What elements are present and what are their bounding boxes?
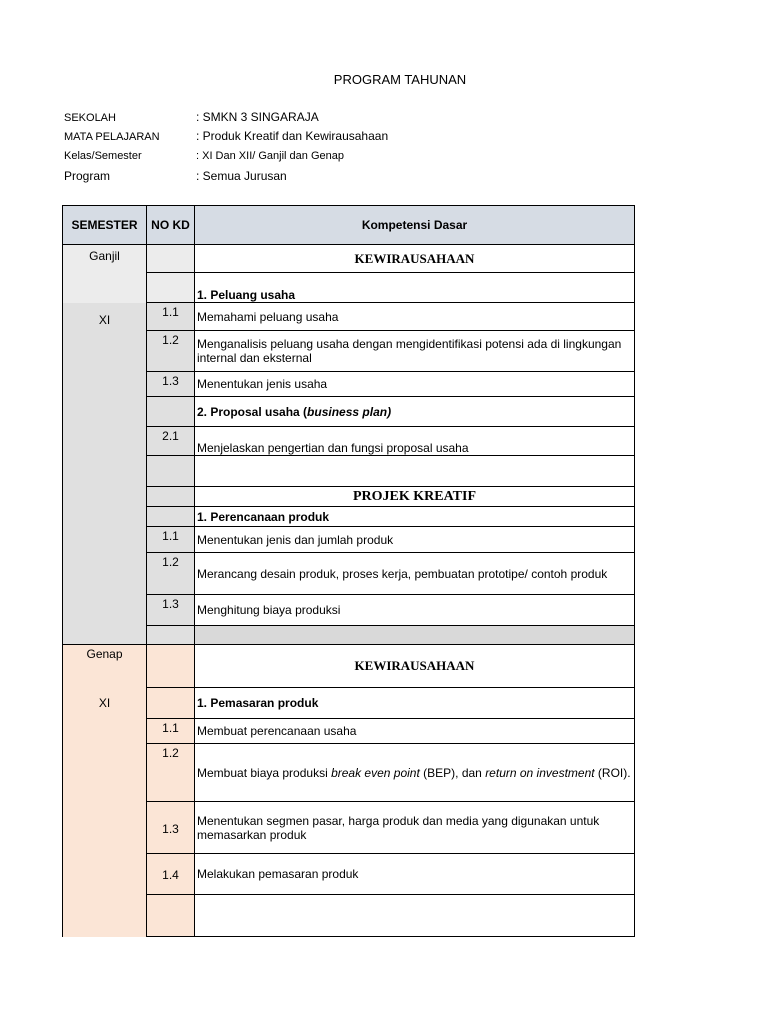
kd-cell: Memahami peluang usaha: [195, 303, 635, 331]
semester-cell: [63, 456, 147, 487]
topic-cell: [195, 397, 635, 427]
topic-text-italic: business plan): [307, 404, 392, 419]
no-kd-cell: 1.3: [147, 372, 195, 397]
topic-text: 2. Proposal usaha (: [197, 404, 308, 419]
semester-cell: [63, 595, 147, 626]
no-kd-cell: [147, 626, 195, 645]
table-row: [63, 645, 635, 688]
kd-cell: [195, 626, 635, 645]
kd-text: (ROI).: [594, 765, 631, 780]
page-title: PROGRAM TAHUNAN: [333, 72, 467, 87]
table-row: [63, 688, 635, 719]
no-kd-cell: [147, 245, 195, 273]
semester-cell: [63, 719, 147, 744]
semester-ganjil-cell: Ganjil: [63, 245, 147, 273]
table-row: [63, 245, 635, 273]
info-label: Program: [64, 169, 111, 183]
table-row: [63, 372, 635, 397]
kd-cell: Menentukan jenis dan jumlah produk: [195, 527, 635, 553]
topic-cell: 1. Pemasaran produk: [195, 688, 635, 719]
info-value: : SMKN 3 SINGARAJA: [196, 110, 319, 124]
section-heading: KEWIRAUSAHAAN: [195, 245, 635, 273]
table-row: [63, 273, 635, 303]
kd-cell: Membuat perencanaan usaha: [195, 719, 635, 744]
semester-cell: [63, 487, 147, 507]
topic-cell: 1. Perencanaan produk: [195, 507, 635, 527]
kd-text-italic: return on investment: [485, 765, 595, 780]
kd-cell: Menentukan jenis usaha: [195, 372, 635, 397]
table-row: [63, 527, 635, 553]
header-kompetensi-dasar: Kompetensi Dasar: [195, 206, 635, 245]
kelas-ganjil-cell: XI: [63, 303, 147, 331]
semester-cell: [63, 507, 147, 527]
kd-text-italic: break even point: [331, 765, 420, 780]
no-kd-cell: [147, 688, 195, 719]
semester-cell: [63, 553, 147, 595]
table-row: [63, 626, 635, 645]
table-row: [63, 802, 635, 854]
semester-cell: [63, 397, 147, 427]
no-kd-cell: [147, 273, 195, 303]
table-row: [63, 595, 635, 626]
kd-cell: [195, 895, 635, 937]
table-row: [63, 507, 635, 527]
topic-cell: 1. Peluang usaha: [195, 273, 635, 303]
info-value: : Semua Jurusan: [196, 169, 287, 183]
table-row: [63, 854, 635, 895]
kd-cell: Menentukan segmen pasar, harga produk dan media yang digunakan untuk memasarkan produk: [195, 802, 635, 854]
no-kd-cell: [147, 487, 195, 507]
info-value: : Produk Kreatif dan Kewirausahaan: [196, 129, 389, 143]
kd-cell: Melakukan pemasaran produk: [195, 854, 635, 895]
header-semester: SEMESTER: [63, 206, 147, 245]
semester-cell: [63, 372, 147, 397]
no-kd-cell: [147, 456, 195, 487]
no-kd-cell: [147, 645, 195, 688]
semester-cell: [63, 273, 147, 303]
kd-text: (BEP), dan: [419, 765, 486, 780]
kompetensi-table: [62, 205, 635, 937]
table-row: [63, 744, 635, 802]
table-row: [63, 553, 635, 595]
kd-cell: Menghitung biaya produksi: [195, 595, 635, 626]
kd-cell: Menganalisis peluang usaha dengan mengidentifikasi potensi ada di lingkungan internal dan eksternal: [195, 331, 635, 372]
info-label: MATA PELAJARAN: [64, 131, 160, 143]
section-heading: KEWIRAUSAHAAN: [195, 645, 635, 688]
kd-cell: [195, 456, 635, 487]
table-row: [63, 303, 635, 331]
kd-cell: Merancang desain produk, proses kerja, pembuatan prototipe/ contoh produk: [195, 553, 635, 595]
table-row: [63, 719, 635, 744]
no-kd-cell: [147, 397, 195, 427]
no-kd-cell: 1.3: [147, 802, 195, 854]
no-kd-cell: 1.3: [147, 595, 195, 626]
no-kd-cell: 1.2: [147, 331, 195, 372]
no-kd-cell: 1.2: [147, 744, 195, 802]
info-label: SEKOLAH: [64, 112, 116, 124]
table-row: [63, 487, 635, 507]
no-kd-cell: 1.1: [147, 719, 195, 744]
kd-cell: Menjelaskan pengertian dan fungsi proposal usaha: [195, 427, 635, 456]
semester-cell: [63, 427, 147, 456]
semester-cell: [63, 854, 147, 895]
no-kd-cell: 1.4: [147, 854, 195, 895]
info-label: Kelas/Semester: [64, 150, 142, 162]
no-kd-cell: 1.1: [147, 527, 195, 553]
section-heading: PROJEK KREATIF: [195, 487, 635, 507]
table-row: [63, 456, 635, 487]
info-value: : XI Dan XII/ Ganjil dan Genap: [196, 150, 344, 162]
table-row: [63, 427, 635, 456]
no-kd-cell: 1.1: [147, 303, 195, 331]
kd-cell: [195, 744, 635, 802]
semester-cell: [63, 744, 147, 802]
semester-cell: [63, 331, 147, 372]
table-row: [63, 397, 635, 427]
no-kd-cell: [147, 895, 195, 937]
no-kd-cell: 1.2: [147, 553, 195, 595]
table-row: [63, 895, 635, 937]
semester-genap-cell: Genap: [63, 645, 147, 688]
semester-cell: [63, 802, 147, 854]
header-no-kd: NO KD: [147, 206, 195, 245]
no-kd-cell: [147, 507, 195, 527]
semester-cell: [63, 895, 147, 937]
semester-cell: [63, 527, 147, 553]
kelas-genap-cell: XI: [63, 688, 147, 719]
table-header-row: [63, 206, 635, 245]
kd-text: Membuat biaya produksi: [197, 765, 332, 780]
no-kd-cell: 2.1: [147, 427, 195, 456]
semester-cell: [63, 626, 147, 645]
table-row: [63, 331, 635, 372]
